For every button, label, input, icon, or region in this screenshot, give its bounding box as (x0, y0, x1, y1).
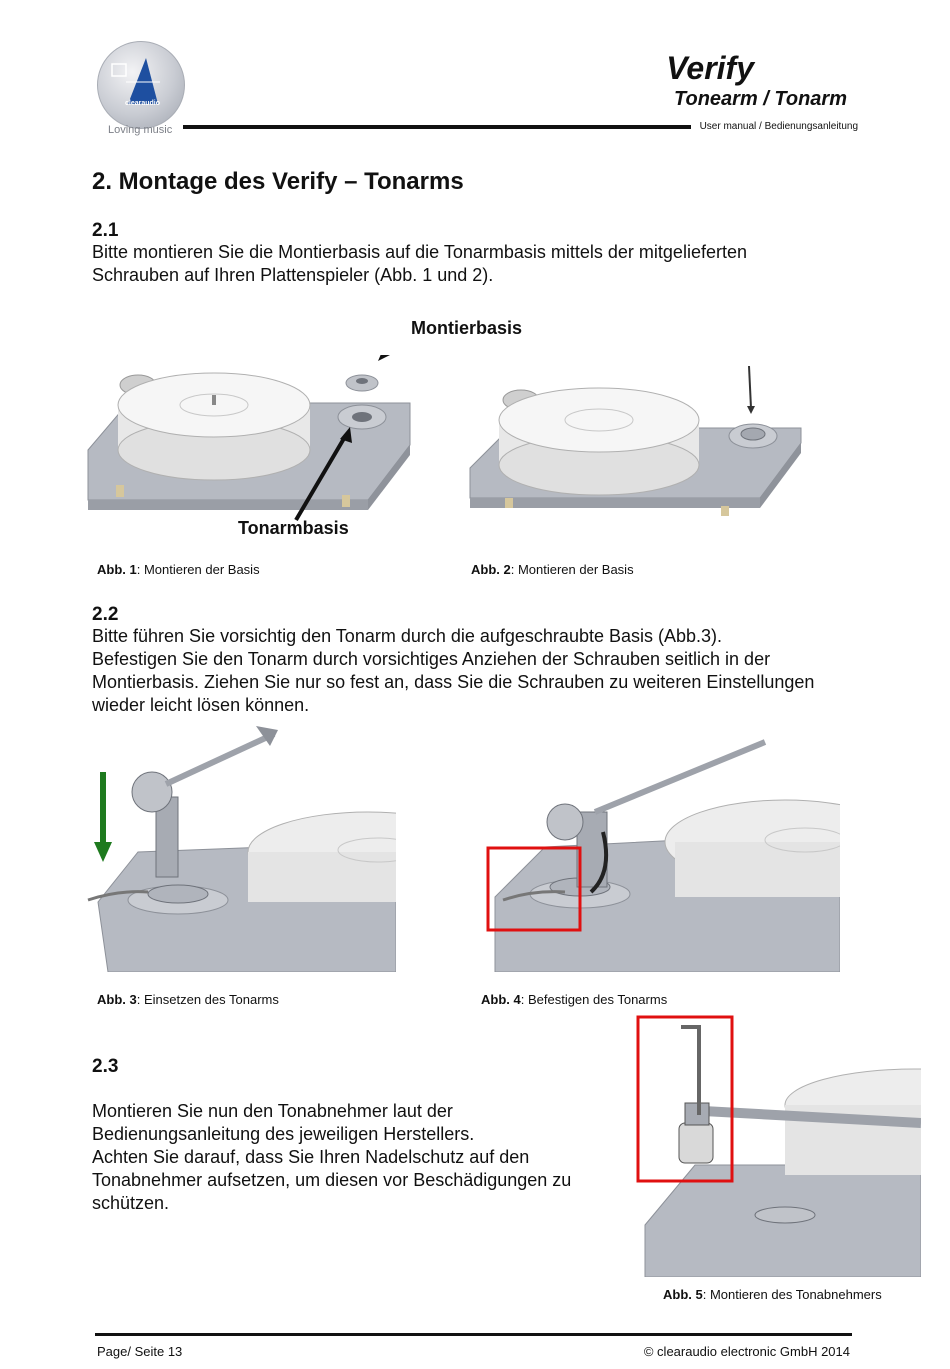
section-2-2-number: 2.2 (92, 604, 119, 625)
logo-tagline: Loving music (108, 124, 173, 136)
text-line: Bitte montieren Sie die Montierbasis auf die Tonarmbasis mittels der mitgelieferten (92, 242, 747, 262)
text-line: Tonabnehmer aufsetzen, um diesen vor Beschädigungen zu (92, 1170, 572, 1190)
text-line: Montieren Sie nun den Tonabnehmer laut der (92, 1101, 453, 1121)
caption-ref: Abb. 4 (481, 992, 521, 1007)
footer-rule (95, 1333, 852, 1336)
section-2-3-number: 2.3 (92, 1056, 119, 1077)
section-2-1-text (92, 241, 747, 287)
section-heading: 2. Montage des Verify – Tonarms (92, 168, 464, 195)
doc-subtitle: Tonearm / Tonarm (674, 88, 847, 110)
text-line: Schrauben auf Ihren Plattenspieler (Abb. 1 und 2). (92, 265, 494, 285)
header-rule (183, 125, 691, 129)
caption-text: : Montieren des Tonabnehmers (702, 1287, 882, 1302)
label-tonarmbasis: Tonarmbasis (238, 518, 349, 538)
caption-text: : Montieren der Basis (136, 562, 260, 577)
caption-abb-1 (97, 562, 260, 577)
caption-ref: Abb. 5 (663, 1287, 703, 1302)
copyright: © clearaudio electronic GmbH 2014 (643, 1344, 850, 1359)
caption-text: : Montieren der Basis (510, 562, 634, 577)
caption-ref: Abb. 2 (471, 562, 511, 577)
caption-abb-3 (97, 992, 279, 1007)
clearaudio-logo (97, 41, 185, 129)
caption-abb-4 (481, 992, 667, 1007)
text-line: schützen. (92, 1193, 170, 1213)
logo-triangle-icon (98, 42, 184, 128)
figure-1-turntable (78, 355, 423, 525)
text-line: Bedienungsanleitung des jeweiligen Herstellers. (92, 1124, 475, 1144)
caption-ref: Abb. 1 (97, 562, 137, 577)
text-line: Befestigen Sie den Tonarm durch vorsichtiges Anziehen der Schrauben seitlich in der (92, 649, 771, 669)
text-line: Montierbasis. Ziehen Sie nur so fest an, dass Sie die Schrauben zu weiteren Einstellungen (92, 672, 815, 692)
caption-ref: Abb. 3 (97, 992, 137, 1007)
figure-4-tonearm-fasten (485, 722, 840, 972)
text-line: wieder leicht lösen können. (92, 695, 310, 715)
doc-title: Verify (666, 50, 754, 86)
page-number: Page/ Seite 13 (97, 1344, 183, 1359)
caption-abb-2 (471, 562, 634, 577)
caption-text: : Befestigen des Tonarms (520, 992, 668, 1007)
section-2-2-text (92, 625, 814, 717)
manual-label: User manual / Bedienungsanleitung (699, 121, 858, 132)
section-2-3-text (92, 1100, 571, 1215)
figure-5-cartridge-mount (635, 1015, 921, 1277)
section-2-1-number: 2.1 (92, 220, 119, 241)
caption-abb-5 (663, 1287, 882, 1302)
figure-2-turntable (465, 358, 810, 528)
label-montierbasis: Montierbasis (411, 318, 523, 338)
text-line: Bitte führen Sie vorsichtig den Tonarm durch die aufgeschraubte Basis (Abb.3). (92, 626, 723, 646)
caption-text: : Einsetzen des Tonarms (136, 992, 279, 1007)
figure-3-tonearm-insert (78, 722, 396, 972)
text-line: Achten Sie darauf, dass Sie Ihren Nadelschutz auf den (92, 1147, 530, 1167)
logo-brand: clearaudio (125, 100, 161, 107)
